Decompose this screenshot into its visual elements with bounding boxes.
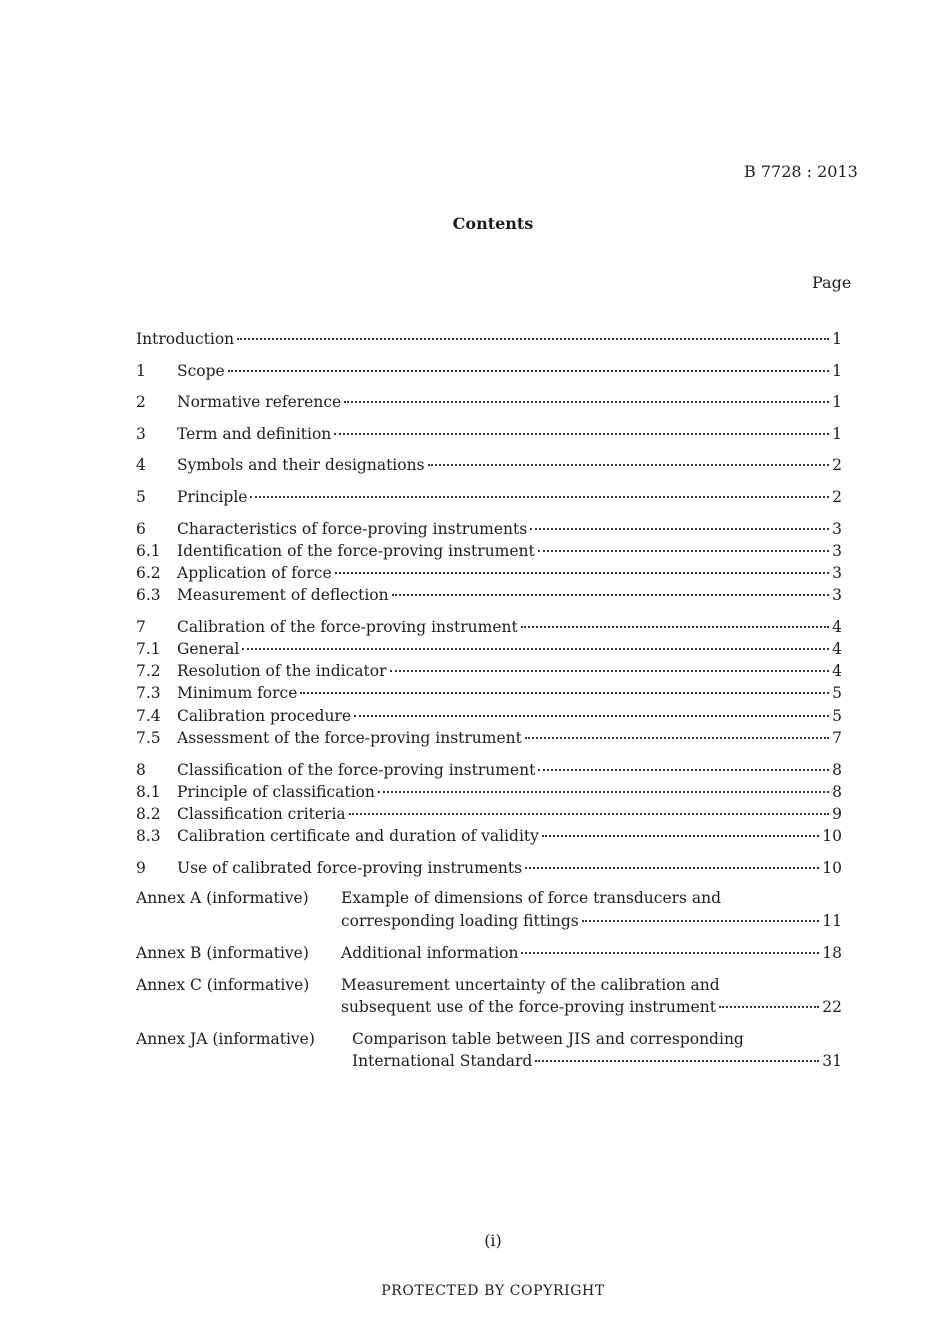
toc-entry-label: corresponding loading fittings (341, 912, 579, 930)
toc-entry-annex-b[interactable] (136, 944, 842, 966)
toc-entry-page: 7 (832, 729, 842, 747)
annex-b-tag: Annex B (informative) (136, 944, 309, 962)
toc-entry-number: 8.2 (136, 805, 161, 823)
toc-entry-number: 9 (136, 859, 146, 877)
dot-leader (542, 835, 819, 837)
toc-entry-page: 3 (832, 542, 842, 560)
toc-entry-number: 7.5 (136, 729, 161, 747)
dot-leader (334, 433, 829, 435)
toc-entry-number: 7.2 (136, 662, 161, 680)
annex-ja-title-line1: Comparison table between JIS and corresponding (352, 1030, 744, 1048)
toc-entry[interactable] (136, 729, 842, 751)
toc-entry-page: 4 (832, 618, 842, 636)
toc-entry[interactable] (136, 859, 842, 881)
toc-entry-number: 8 (136, 761, 146, 779)
toc-entry-number: 7.1 (136, 640, 161, 658)
toc-entry-page: 8 (832, 783, 842, 801)
dot-leader (390, 670, 830, 672)
toc-entry-introduction[interactable] (136, 330, 842, 352)
page-folio: (i) (484, 1231, 502, 1250)
dot-leader (228, 370, 829, 372)
toc-entry[interactable] (136, 640, 842, 662)
annex-a-tag: Annex A (informative) (136, 889, 309, 907)
toc-entry-page: 2 (832, 456, 842, 474)
toc-entry-number: 2 (136, 393, 146, 411)
dot-leader (335, 572, 829, 574)
toc-entry-page: 18 (822, 944, 842, 962)
annex-a-title-line1: Example of dimensions of force transducers and (341, 889, 722, 907)
toc-entry-page: 5 (832, 707, 842, 725)
copyright-notice: PROTECTED BY COPYRIGHT (381, 1283, 605, 1299)
page-title: Contents (452, 214, 534, 233)
toc-entry-label: Resolution of the indicator (177, 662, 387, 680)
toc-entry-page: 10 (822, 859, 842, 877)
toc-entry-label: Application of force (177, 564, 332, 582)
toc-entry-page: 3 (832, 520, 842, 538)
toc-entry-page: 8 (832, 761, 842, 779)
toc-entry-label: Calibration of the force-proving instrument (177, 618, 518, 636)
toc-entry-page: 1 (832, 393, 842, 411)
toc-entry-label: Measurement of deflection (177, 586, 389, 604)
toc-entry-label: Principle of classification (177, 783, 375, 801)
toc-entry[interactable] (136, 362, 842, 384)
toc-entry-label: Additional information (341, 944, 519, 962)
toc-entry-label: Identification of the force-proving instrument (177, 542, 535, 560)
toc-entry-number: 7 (136, 618, 146, 636)
annex-c-title-line1: Measurement uncertainty of the calibration and (341, 976, 720, 994)
toc-entry-label: Minimum force (177, 684, 298, 702)
toc-entry-label: Normative reference (177, 393, 342, 411)
toc-entry-label: International Standard (352, 1052, 533, 1070)
toc-entry[interactable] (136, 425, 842, 447)
toc-entry-number: 4 (136, 456, 146, 474)
toc-entry-page: 3 (832, 564, 842, 582)
dot-leader (344, 401, 829, 403)
toc-entry-number: 5 (136, 488, 146, 506)
toc-entry-number: 8.1 (136, 783, 161, 801)
toc-entry-label: Characteristics of force-proving instruments (177, 520, 528, 538)
toc-entry[interactable] (136, 586, 842, 608)
toc-entry-page: 22 (822, 998, 842, 1016)
toc-entry-label: Assessment of the force-proving instrument (177, 729, 522, 747)
dot-leader (719, 1006, 819, 1008)
annex-ja-tag: Annex JA (informative) (136, 1030, 315, 1048)
dot-leader (349, 813, 829, 815)
dot-leader (354, 715, 829, 717)
toc-entry-page: 10 (822, 827, 842, 845)
dot-leader (428, 464, 830, 466)
standard-id: B 7728 : 2013 (744, 162, 858, 181)
toc-entry-page: 11 (822, 912, 842, 930)
toc-entry-page: 4 (832, 640, 842, 658)
toc-entry-label: General (177, 640, 240, 658)
toc-entry-page: 1 (832, 425, 842, 443)
dot-leader (525, 737, 829, 739)
toc-entry-page: 2 (832, 488, 842, 506)
toc-entry-annex-ja[interactable] (352, 1052, 842, 1074)
toc-entry[interactable] (136, 662, 842, 684)
toc-entry[interactable] (136, 684, 842, 706)
toc-entry[interactable] (136, 761, 842, 783)
toc-entry[interactable] (136, 393, 842, 415)
dot-leader (538, 769, 829, 771)
toc-entry[interactable] (136, 488, 842, 510)
toc-entry-page: 1 (832, 330, 842, 348)
toc-entry[interactable] (136, 707, 842, 729)
dot-leader (525, 867, 819, 869)
toc-entry[interactable] (136, 456, 842, 478)
toc-entry-label: Classification criteria (177, 805, 346, 823)
dot-leader (535, 1060, 819, 1062)
toc-entry-label: Scope (177, 362, 225, 380)
page-column-label: Page (812, 273, 852, 292)
toc-entry-page: 31 (822, 1052, 842, 1070)
dot-leader (521, 626, 829, 628)
dot-leader (392, 594, 830, 596)
dot-leader (582, 920, 820, 922)
toc-entry[interactable] (136, 805, 842, 827)
dot-leader (242, 648, 829, 650)
dot-leader (250, 496, 829, 498)
dot-leader (378, 791, 829, 793)
toc-entry-number: 7.4 (136, 707, 161, 725)
toc-entry-label: Term and definition (177, 425, 332, 443)
toc-entry-label: Calibration certificate and duration of validity (177, 827, 539, 845)
toc-entry-number: 1 (136, 362, 146, 380)
toc-entry-label: Introduction (136, 330, 235, 348)
dot-leader (237, 338, 829, 340)
toc-entry-number: 6.3 (136, 586, 161, 604)
toc-entry-number: 6.1 (136, 542, 161, 560)
toc-entry-number: 6.2 (136, 564, 161, 582)
toc-entry-page: 1 (832, 362, 842, 380)
dot-leader (538, 550, 829, 552)
toc-entry-number: 6 (136, 520, 146, 538)
toc-entry-number: 3 (136, 425, 146, 443)
toc-entry-label: Symbols and their designations (177, 456, 425, 474)
toc-entry-page: 4 (832, 662, 842, 680)
toc-entry-number: 7.3 (136, 684, 161, 702)
toc-entry-page: 9 (832, 805, 842, 823)
toc-entry[interactable] (136, 520, 842, 542)
toc-entry-page: 5 (832, 684, 842, 702)
toc-entry[interactable] (136, 618, 842, 640)
toc-entry[interactable] (136, 783, 842, 805)
toc-entry[interactable] (136, 564, 842, 586)
toc-entry-annex-a[interactable] (341, 912, 842, 934)
toc-entry[interactable] (136, 827, 842, 849)
dot-leader (521, 952, 819, 954)
annex-c-tag: Annex C (informative) (136, 976, 310, 994)
toc-entry-label: subsequent use of the force-proving instrument (341, 998, 716, 1016)
toc-entry-page: 3 (832, 586, 842, 604)
toc-entry-number: 8.3 (136, 827, 161, 845)
toc-entry-label: Classification of the force-proving instrument (177, 761, 536, 779)
toc-entry-label: Principle (177, 488, 248, 506)
toc-entry[interactable] (136, 542, 842, 564)
toc-entry-label: Calibration procedure (177, 707, 352, 725)
dot-leader (300, 692, 829, 694)
toc-entry-label: Use of calibrated force-proving instruments (177, 859, 523, 877)
dot-leader (530, 528, 829, 530)
toc-entry-annex-c[interactable] (341, 998, 842, 1020)
